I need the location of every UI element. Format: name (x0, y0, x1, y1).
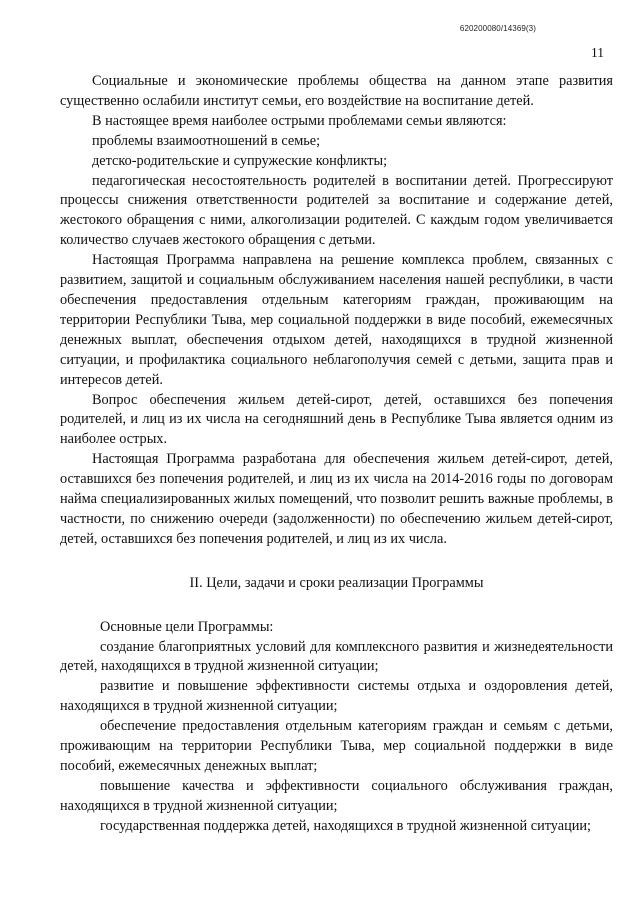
paragraph: Социальные и экономические проблемы общества на данном этапе развития существенно ослабили институт семьи, его воздействие на воспитание детей. (60, 73, 613, 109)
list-item: детско-родительские и супружеские конфликты; (92, 152, 388, 169)
paragraph: Настоящая Программа разработана для обеспечения жильем детей-сирот, детей, оставшихся без попечения родителей, и лиц из их числа на 2014-2016 годы по договорам найма специализированных жилых помещений, что позволит решить важные проблемы, в частности, по снижению очереди (задолженности) по обеспечению жильем детей-сирот, детей, оставшихся без попечения родителей, и лиц из их числа. (60, 451, 613, 547)
paragraph: В настоящее время наиболее острыми проблемами семьи являются: (92, 112, 507, 129)
goals-heading: Основные цели Программы: (100, 618, 274, 635)
list-item: педагогическая несостоятельность родителей в воспитании детей. Прогрессируют процессы снижения ответственности родителей за воспитание и содержание детей, жестокого обращения с ними, алкоголизации родителей. С каждым годом увеличивается количество случаев жестокого обращения с детьми. (60, 172, 613, 249)
goal-item: повышение качества и эффективности социального обслуживания граждан, находящихся в трудной жизненной ситуации; (60, 777, 613, 814)
goal-item: развитие и повышение эффективности системы отдыха и оздоровления детей, находящихся в трудной жизненной ситуации; (60, 678, 613, 715)
goal-item: создание благоприятных условий для комплексного развития и жизнедеятельности детей, находящихся в трудной жизненной ситуации; (60, 638, 613, 675)
list-item: проблемы взаимоотношений в семье; (92, 132, 321, 149)
paragraph: Вопрос обеспечения жильем детей-сирот, детей, оставшихся без попечения родителей, и лиц из их числа на сегодняшний день в Республике Тыва является одним из наиболее острых. (60, 391, 613, 448)
goal-item: государственная поддержка детей, находящихся в трудной жизненной ситуации; (100, 817, 592, 834)
paragraph: Настоящая Программа направлена на решение комплекса проблем, связанных с развитием, защитой и социальным обслуживанием населения нашей республики, в части обеспечения предоставления отдельным категориям граждан, проживающим на территории Республики Тыва, мер социальной поддержки в виде пособий, ежемесячных денежных выплат, обеспечения отдыхом детей, находящихся в трудной жизненной ситуации, и профилактика социального неблагополучия семей с детьми, защита прав и интересов детей. (60, 252, 613, 388)
body-text (60, 72, 613, 837)
section-heading: II. Цели, задачи и сроки реализации Программы (189, 574, 484, 591)
page-number: 11 (591, 45, 604, 60)
document-code: 620200080/14369(3) (459, 24, 536, 33)
goal-item: обеспечение предоставления отдельным категориям граждан и семьям с детьми, проживающим на территории Республики Тыва, мер социальной поддержки в виде пособий, ежемесячных денежных выплат; (60, 718, 613, 774)
